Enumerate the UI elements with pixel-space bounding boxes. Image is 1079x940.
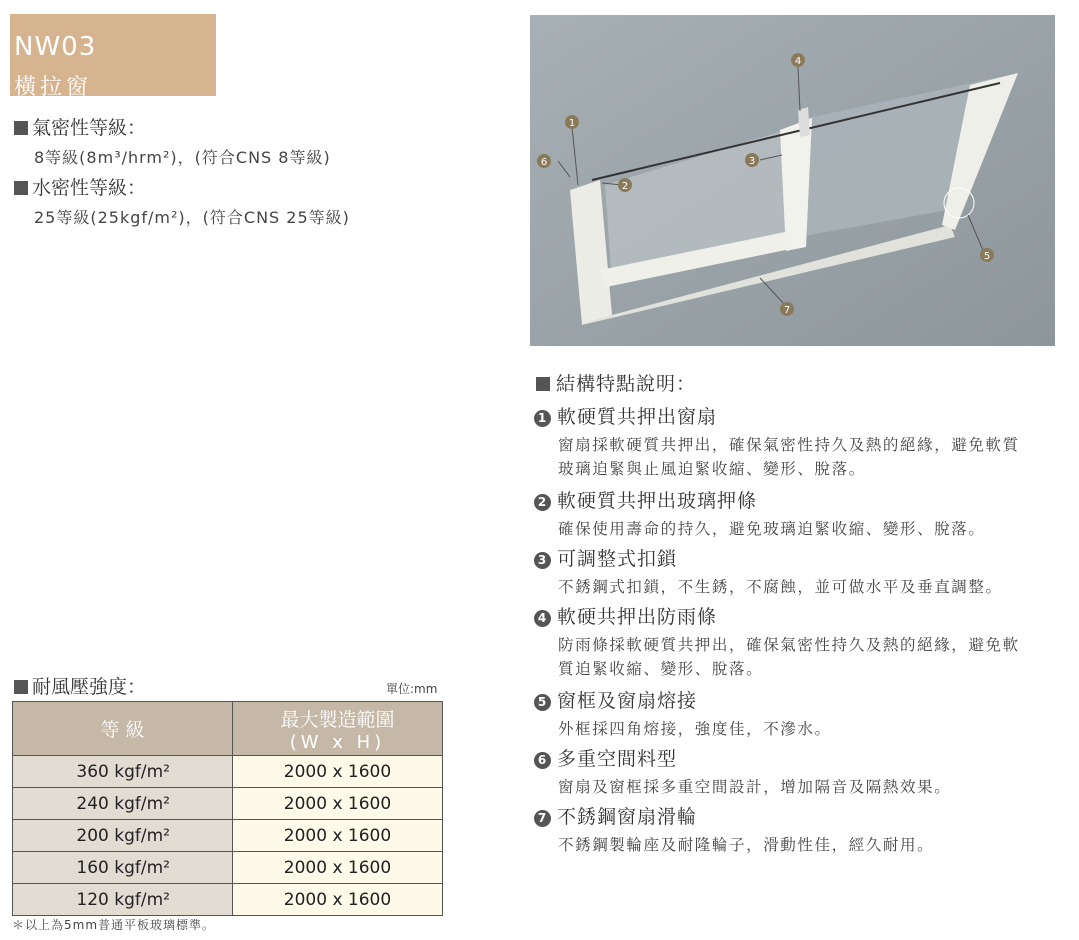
svg-text:7: 7 bbox=[783, 305, 791, 316]
feature-item-3: 3 可調整式扣鎖 不銹鋼式扣鎖，不生銹，不腐蝕，並可做水平及垂直調整。 bbox=[534, 544, 1058, 599]
feature-item-6: 6 多重空間料型 窗扇及窗框採多重空間設計，增加隔音及隔熱效果。 bbox=[534, 744, 1058, 799]
square-bullet-icon bbox=[14, 181, 28, 195]
water-tightness-heading: 水密性等級： bbox=[14, 173, 146, 200]
air-tightness-value: 8等級(8m³/hrm²)，(符合CNS 8等級) bbox=[34, 148, 331, 167]
square-bullet-icon bbox=[14, 121, 28, 135]
number-badge-icon: 2 bbox=[534, 494, 551, 511]
table-row: 360 kgf/m² 2000 x 1600 bbox=[13, 756, 443, 788]
range-column-header: 最大製造範圍 (W x H) bbox=[233, 702, 443, 756]
feature-item-1: 1 軟硬質共押出窗扇 窗扇採軟硬質共押出，確保氣密性持久及熱的絕緣，避免軟質 玻璃迫緊與止風迫緊收縮、變形、脫落。 bbox=[534, 402, 1058, 481]
svg-text:5: 5 bbox=[983, 251, 991, 262]
feature-item-5: 5 窗框及窗扇熔接 外框採四角熔接，強度佳，不滲水。 bbox=[534, 686, 1058, 741]
svg-text:6: 6 bbox=[540, 157, 548, 168]
callout-4 bbox=[791, 53, 805, 67]
unit-label: 單位:mm bbox=[386, 682, 438, 696]
callout-7 bbox=[780, 302, 794, 316]
number-badge-icon: 1 bbox=[534, 410, 551, 427]
callout-3 bbox=[745, 153, 759, 167]
rain-strip bbox=[798, 107, 810, 137]
number-badge-icon: 5 bbox=[534, 694, 551, 711]
air-tightness-heading: 氣密性等級： bbox=[14, 113, 146, 140]
table-row: 240 kgf/m² 2000 x 1600 bbox=[13, 788, 443, 820]
table-row: 160 kgf/m² 2000 x 1600 bbox=[13, 852, 443, 884]
svg-text:2: 2 bbox=[621, 181, 629, 192]
water-tightness-value: 25等級(25kgf/m²)，(符合CNS 25等級) bbox=[34, 208, 350, 227]
wind-pressure-heading: 耐風壓強度： bbox=[14, 672, 146, 699]
feature-item-4: 4 軟硬共押出防雨條 防雨條採軟硬質共押出，確保氣密性持久及熱的絕緣，避免軟 質迫緊收縮、變形、脫落。 bbox=[534, 602, 1058, 681]
features-heading: 結構特點說明： bbox=[536, 369, 696, 396]
footnote: ＊以上為5mm普通平板玻璃標準。 bbox=[12, 918, 216, 932]
square-bullet-icon bbox=[14, 680, 28, 694]
callout-2 bbox=[618, 178, 632, 192]
table-row: 120 kgf/m² 2000 x 1600 bbox=[13, 884, 443, 916]
table-row: 200 kgf/m² 2000 x 1600 bbox=[13, 820, 443, 852]
svg-text:1: 1 bbox=[568, 118, 576, 129]
svg-text:4: 4 bbox=[794, 56, 802, 67]
product-code: NW03 bbox=[14, 32, 97, 62]
svg-text:3: 3 bbox=[748, 156, 756, 167]
product-name: 橫拉窗 bbox=[14, 75, 93, 100]
number-badge-icon: 7 bbox=[534, 810, 551, 827]
number-badge-icon: 3 bbox=[534, 552, 551, 569]
callout-1 bbox=[565, 115, 579, 129]
square-bullet-icon bbox=[536, 377, 550, 391]
feature-item-2: 2 軟硬質共押出玻璃押條 確保使用壽命的持久，避免玻璃迫緊收縮、變形、脫落。 bbox=[534, 486, 1058, 541]
callout-6 bbox=[537, 154, 551, 168]
callout-5 bbox=[980, 248, 994, 262]
grade-column-header: 等 級 bbox=[13, 702, 233, 756]
number-badge-icon: 6 bbox=[534, 752, 551, 769]
number-badge-icon: 4 bbox=[534, 610, 551, 627]
wind-pressure-table bbox=[12, 701, 443, 916]
feature-item-7: 7 不銹鋼窗扇滑輪 不銹鋼製輪座及耐隆輪子，滑動性佳，經久耐用。 bbox=[534, 802, 1058, 857]
product-photo bbox=[530, 15, 1055, 346]
